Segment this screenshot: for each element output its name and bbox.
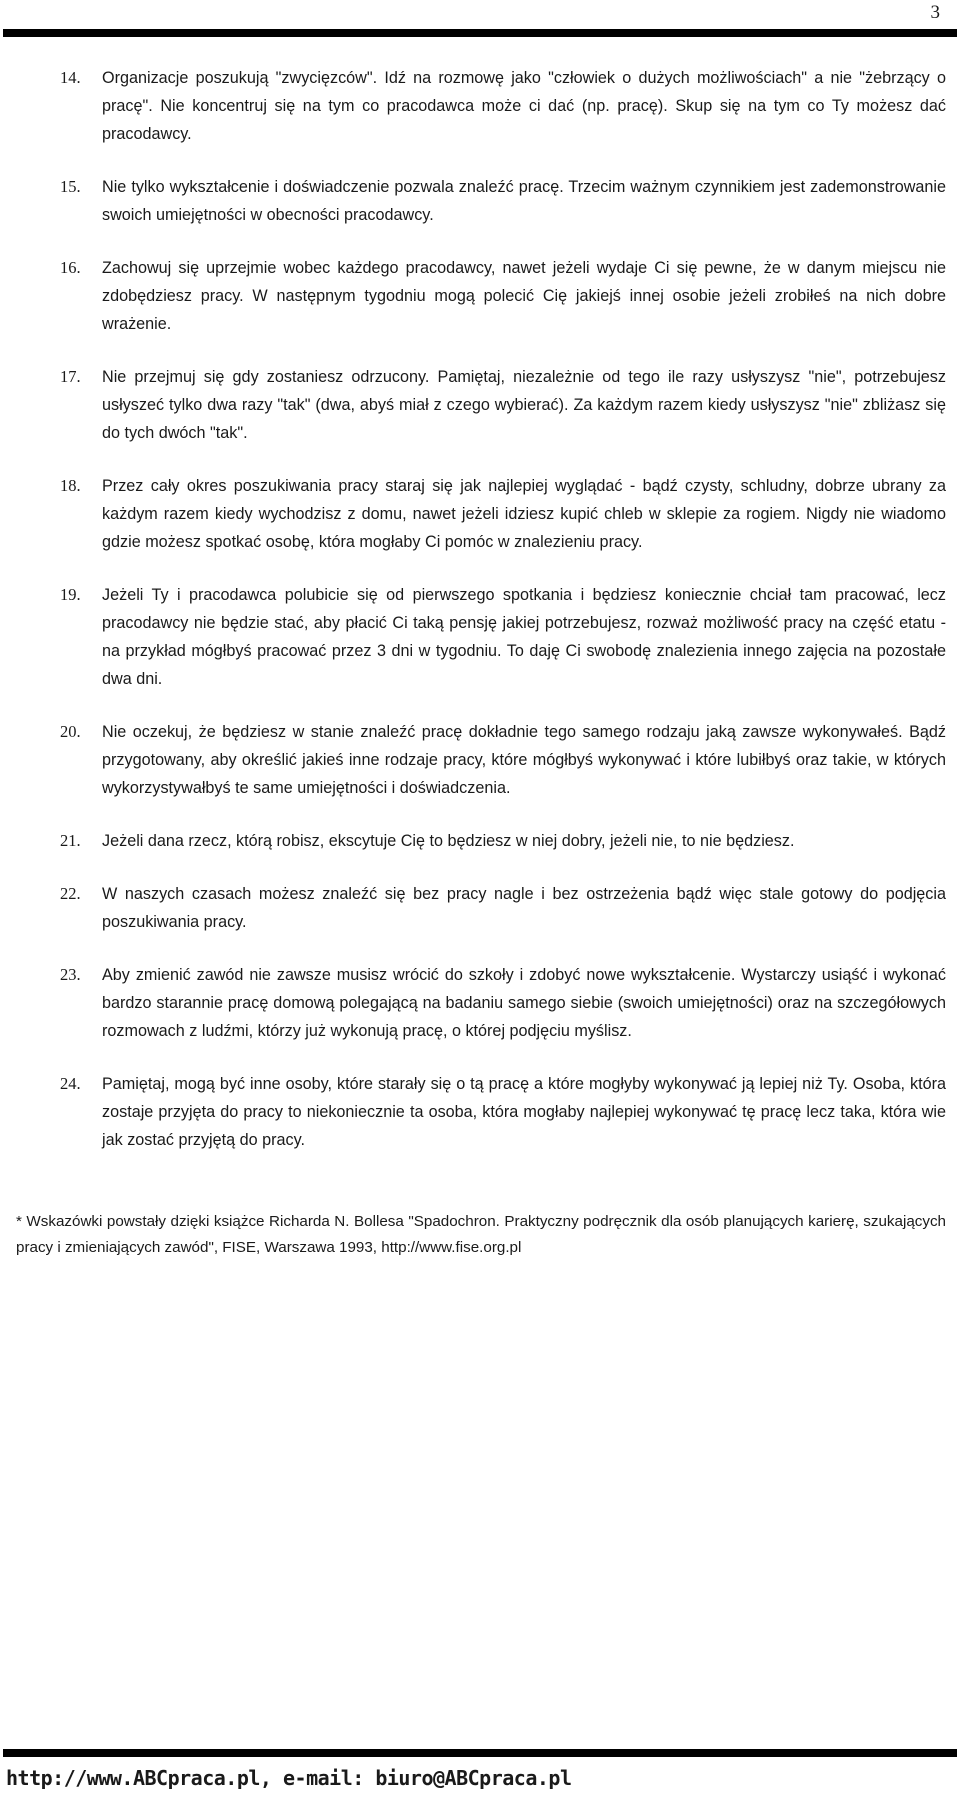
item-number: 24.: [60, 1074, 81, 1093]
footnote: * Wskazówki powstały dzięki książce Richarda N. Bollesa "Spadochron. Praktyczny podręcznik dla osób planujących karierę, szukających pracy i zmieniających zawód", FISE, Warszawa 1993, http://www.fise.org.pl: [16, 1213, 946, 1256]
item-text: W naszych czasach możesz znaleźć się bez pracy nagle i bez ostrzeżenia bądź więc stale gotowy do podjęcia poszukiwania pracy.: [102, 885, 946, 931]
item-text: Przez cały okres poszukiwania pracy staraj się jak najlepiej wyglądać - bądź czysty, schludny, dobrze ubrany za każdym razem kiedy wychodzisz z domu, nawet jeżeli idziesz kupić chleb w sklepie za rogiem. Nigdy nie wiadomo gdzie możesz spotkać osobę, która mogłaby Ci pomóc w znalezieniu pracy.: [102, 477, 946, 551]
list-item: [60, 363, 946, 447]
item-number: 15.: [60, 177, 81, 196]
footer-rule: [3, 1749, 957, 1757]
page-number: 3: [930, 2, 940, 23]
item-text: Organizacje poszukują "zwycięzców". Idź na rozmowę jako "człowiek o dużych możliwościach" a nie "żebrzący o pracę". Nie koncentruj się na tym co pracodawca może ci dać (np. pracę). Skup się na tym co Ty możesz dać pracodawcy.: [102, 69, 946, 143]
list-item: [60, 254, 946, 338]
item-number: 20.: [60, 722, 81, 741]
header-rule: [3, 29, 957, 37]
list-item: [60, 961, 946, 1045]
list-item: [60, 173, 946, 229]
item-text: Zachowuj się uprzejmie wobec każdego pracodawcy, nawet jeżeli wydaje Ci się pewne, że w danym miejscu nie zdobędziesz pracy. W następnym tygodniu mogą polecić Cię jakiejś innej osobie jeżeli zrobiłeś na nich dobre wrażenie.: [102, 259, 946, 333]
item-number: 18.: [60, 476, 81, 495]
list-item: [60, 1070, 946, 1154]
list-item: [60, 880, 946, 936]
tips-list: [60, 64, 946, 1179]
item-text: Nie tylko wykształcenie i doświadczenie pozwala znaleźć pracę. Trzecim ważnym czynnikiem jest zademonstrowanie swoich umiejętności w obecności pracodawcy.: [102, 178, 946, 224]
item-number: 17.: [60, 367, 81, 386]
item-text: Jeżeli Ty i pracodawca polubicie się od pierwszego spotkania i będziesz koniecznie chciał tam pracować, lecz pracodawcy nie będzie stać, aby płacić Ci taką pensję jakiej potrzebujesz, rozważ możliwość pracy na część etatu - na przykład mógłbyś pracować przez 3 dni w tygodniu. To daję Ci swobodę znalezienia innego zajęcia na pozostałe dwa dni.: [102, 586, 946, 688]
item-number: 16.: [60, 258, 81, 277]
item-text: Nie oczekuj, że będziesz w stanie znaleźć pracę dokładnie tego samego rodzaju jaką zawsze wykonywałeś. Bądź przygotowany, aby określić jakieś inne rodzaje pracy, które mógłbyś wykonywać i które lubiłbyś oraz takie, w których wykorzystywałbyś te same umiejętności i doświadczenia.: [102, 723, 946, 797]
item-text: Nie przejmuj się gdy zostaniesz odrzucony. Pamiętaj, niezależnie od tego ile razy usłyszysz "nie", potrzebujesz usłyszeć tylko dwa razy "tak" (dwa, abyś miał z czego wybierać). Za każdym razem kiedy usłyszysz "nie" zbliżasz się do tych dwóch "tak".: [102, 368, 946, 442]
list-item: [60, 581, 946, 693]
footer-contact: http://www.ABCpraca.pl, e-mail: biuro@ABCpraca.pl: [6, 1766, 572, 1790]
item-number: 23.: [60, 965, 81, 984]
item-number: 21.: [60, 831, 81, 850]
item-text: Pamiętaj, mogą być inne osoby, które starały się o tą pracę a które mogłyby wykonywać ją lepiej niż Ty. Osoba, która zostaje przyjęta do pracy to niekoniecznie ta osoba, która mogłaby najlepiej wykonywać tę pracę lecz taka, która wie jak zostać przyjętą do pracy.: [102, 1075, 946, 1149]
item-number: 22.: [60, 884, 81, 903]
item-number: 19.: [60, 585, 81, 604]
item-number: 14.: [60, 68, 81, 87]
list-item: [60, 718, 946, 802]
item-text: Jeżeli dana rzecz, którą robisz, ekscytuje Cię to będziesz w niej dobry, jeżeli nie, to nie będziesz.: [102, 832, 795, 850]
list-item: [60, 827, 946, 855]
item-text: Aby zmienić zawód nie zawsze musisz wrócić do szkoły i zdobyć nowe wykształcenie. Wystarczy usiąść i wykonać bardzo starannie pracę domową polegającą na badaniu samego siebie (swoich umiejętności) oraz na szczegółowych rozmowach z ludźmi, którzy już wykonują pracę, o której podjęciu myślisz.: [102, 966, 946, 1040]
list-item: [60, 64, 946, 148]
list-item: [60, 472, 946, 556]
